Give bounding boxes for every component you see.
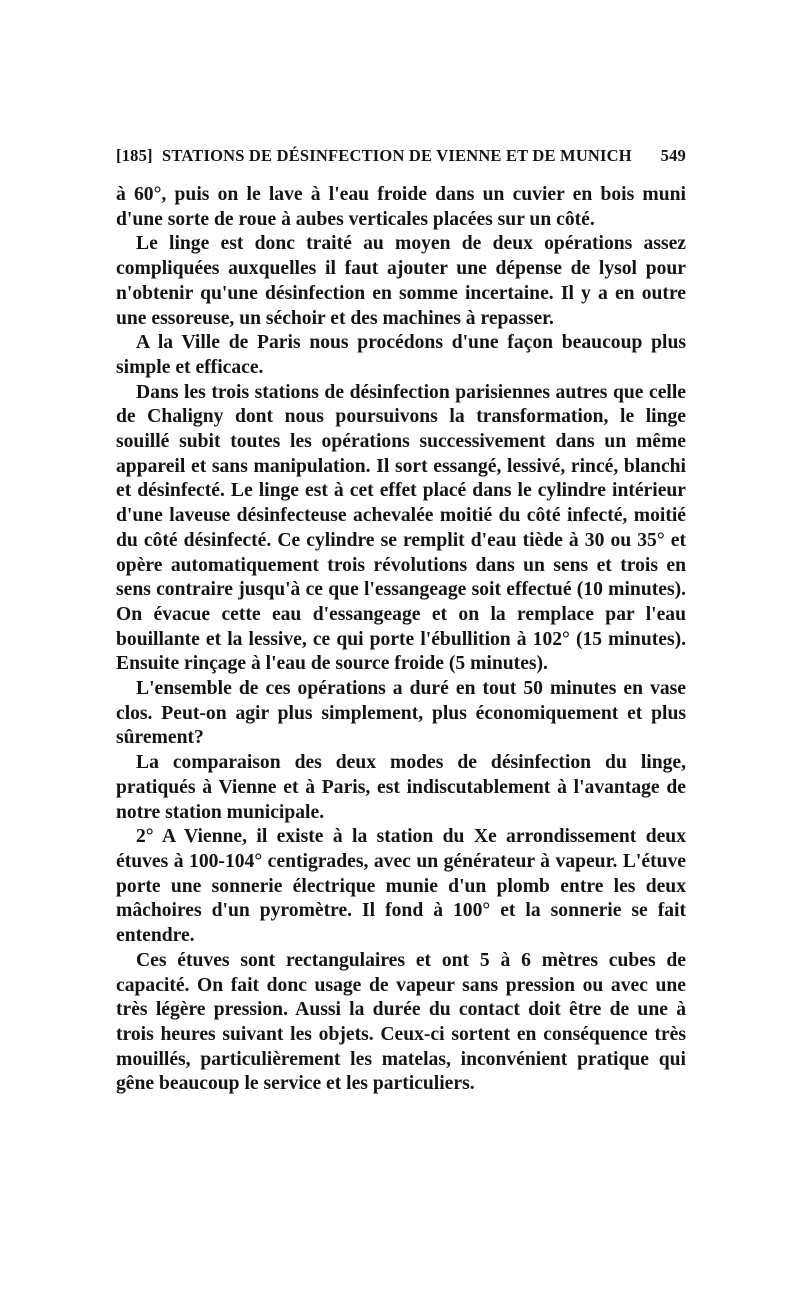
running-title: STATIONS DE DÉSINFECTION DE VIENNE ET DE MUNICH [162, 146, 632, 165]
paragraph: A la Ville de Paris nous procédons d'une façon beaucoup plus simple et efficace. [116, 332, 686, 378]
paragraph: Ces étuves sont rectangulaires et ont 5 à 6 mètres cubes de capacité. On fait donc usage de vapeur sans pression ou avec une très légère pression. Aussi la durée du contact doit être de une à trois heures suivant les objets. Ceux-ci sortent en conséquence très mouillés, particulièrement les matelas, inconvénient pratique qui gêne beaucoup le service et les particuliers. [116, 949, 686, 1095]
paragraph-continued: à 60°, puis on le lave à l'eau froide dans un cuvier en bois muni d'une sorte de roue à aubes verticales placées sur un côté. [116, 184, 686, 230]
page-number: 549 [660, 146, 686, 165]
paragraph: 2° A Vienne, il existe à la station du Xe arrondissement deux étuves à 100-104° centigrades, avec un générateur à vapeur. L'étuve porte une sonnerie électrique munie d'un plomb entre les deux mâchoires d'un pyromètre. Il fond à 100° et la sonnerie se fait entendre. [116, 826, 686, 947]
running-header [116, 146, 686, 170]
section-number: [185] [116, 146, 153, 165]
paragraph: La comparaison des deux modes de désinfection du linge, pratiqués à Vienne et à Paris, est indiscutablement à l'avantage de notre station municipale. [116, 752, 686, 823]
paragraph: Dans les trois stations de désinfection parisiennes autres que celle de Chaligny dont nous poursuivons la transformation, le linge souillé subit toutes les opérations successivement dans un même appareil et sans manipulation. Il sort essangé, lessivé, rincé, blanchi et désinfecté. Le linge est à cet effet placé dans le cylindre intérieur d'une laveuse désinfecteuse achevalée moitié du côté infecté, moitié du côté désinfecté. Ce cylindre se remplit d'eau tiède à 30 ou 35° et opère automatiquement trois révolutions dans un sens et trois en sens contraire jusqu'à ce que l'essangeage soit effectué (10 minutes). On évacue cette eau d'essangeage et on la remplace par l'eau bouillante et la lessive, ce qui porte l'ébullition à 102° (15 minutes). Ensuite rinçage à l'eau de source froide (5 minutes). [116, 381, 686, 675]
paragraph: L'ensemble de ces opérations a duré en tout 50 minutes en vase clos. Peut-on agir plus simplement, plus économiquement et plus sûrement? [116, 678, 686, 749]
body-text [116, 183, 686, 1097]
paragraph: Le linge est donc traité au moyen de deux opérations assez compliquées auxquelles il faut ajouter une dépense de lysol pour n'obtenir qu'une désinfection en somme incertaine. Il y a en outre une essoreuse, un séchoir et des machines à repasser. [116, 233, 686, 329]
